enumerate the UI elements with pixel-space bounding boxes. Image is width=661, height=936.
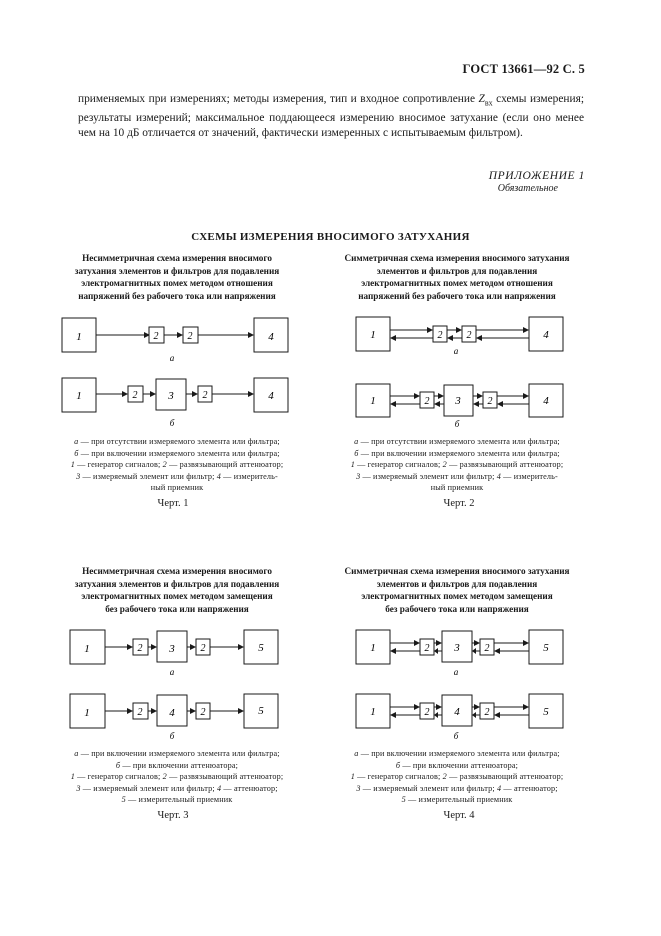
fig2-b-box-4-label: 2 [487, 396, 493, 407]
figure-4-title-line: электромагнитных помех методом замещения [361, 591, 553, 601]
fig4-a-box-5-label: 5 [543, 642, 549, 654]
appendix-subtitle: Обязательное [497, 183, 558, 194]
arrow-head [474, 704, 480, 710]
fig2-a-box-1-label: 1 [370, 329, 376, 341]
main-title: СХЕМЫ ИЗМЕРЕНИЯ ВНОСИМОГО ЗАТУХАНИЯ [191, 231, 470, 243]
fig1-a-box-2-label: 2 [153, 331, 159, 342]
figure-3-caption: Черт. 3 [157, 810, 189, 821]
fig1-a-box-1-label: 1 [76, 331, 82, 343]
legend-line: 1 — генератор сигналов; 2 — развязывающий аттенюатор; [350, 460, 564, 469]
figure-2-title-line: элементов и фильтров для подавления [376, 265, 538, 276]
figure-4-title-line: Симметричная схема измерения вносимого затухания [344, 566, 570, 576]
legend-line: 3 — измеряемый элемент или фильтр; 4 — аттенюатор; [76, 783, 278, 793]
figure-4-caption: Черт. 4 [443, 810, 475, 821]
arrow-head [436, 640, 442, 646]
figure-1-caption: Черт. 1 [157, 498, 189, 509]
fig1-b-box-4-label: 2 [202, 390, 208, 401]
fig1-b-box-2-label: 2 [132, 390, 138, 401]
figure-2-caption: Черт. 2 [443, 498, 475, 509]
legend-line: ный приемник [430, 483, 484, 492]
figure-3-title-line: электромагнитных помех методом замещения [81, 591, 273, 601]
arrow-head [494, 648, 500, 654]
figure-1-title-line: Несимметричная схема измерения вносимого [82, 253, 272, 263]
legend-line: 1 — генератор сигналов; 2 — развязывающий аттенюатор; [70, 460, 284, 469]
z-symbol: Z [478, 93, 485, 105]
fig1-a-label: а [169, 353, 175, 363]
fig4-a-label: а [453, 667, 459, 677]
fig3-a-box-2-label: 2 [137, 643, 143, 654]
appendix-title: ПРИЛОЖЕНИЕ 1 [488, 170, 585, 182]
legend-line: 3 — измеряемый элемент или фильтр; 4 — измеритель- [356, 471, 558, 481]
fig3-a-box-3-label: 3 [169, 643, 175, 655]
arrow-head [436, 704, 442, 710]
fig3-b-box-4-label: 2 [200, 707, 206, 718]
arrow-head [414, 640, 420, 646]
figure-4-title-line: без рабочего тока или напряжения [385, 603, 529, 614]
fig2-a-box-2-label: 2 [437, 330, 443, 341]
fig1-b-box-3-label: 3 [168, 390, 174, 402]
fig4-b-box-1-label: 1 [370, 706, 376, 718]
arrow-head [472, 648, 476, 654]
figure-3-title-line: затухания элементов и фильтров для подавления [74, 578, 280, 589]
fig3-a-label: а [169, 667, 175, 677]
legend-line: б — при включении аттенюатора; [115, 760, 239, 770]
arrow-head [472, 712, 476, 718]
legend-line: а — при отсутствии измеряемого элемента или фильтра; [74, 437, 280, 446]
page-header: ГОСТ 13661—92 С. 5 [462, 62, 585, 76]
fig4-a-box-1-label: 1 [370, 642, 376, 654]
fig4-b-label: б [453, 731, 459, 741]
arrow-head [414, 704, 420, 710]
fig2-b-box-1-label: 1 [370, 395, 376, 407]
legend-line: а — при включении измеряемого элемента или фильтра; [74, 749, 280, 758]
fig3-b-label: б [169, 731, 175, 741]
arrow-head [434, 712, 438, 718]
figure-2-title-line: Симметричная схема измерения вносимого затухания [344, 253, 570, 263]
arrow-head [434, 648, 438, 654]
figure-2-title-line: электромагнитных помех методом отношения [361, 278, 553, 288]
fig3-a-box-4-label: 2 [200, 643, 206, 654]
figure-4-legend [322, 748, 592, 806]
figure-4-title-line: элементов и фильтров для подавления [376, 578, 538, 589]
fig2-b-box-5-label: 4 [543, 395, 549, 407]
legend-line: 1 — генератор сигналов; 2 — развязывающий аттенюатор; [70, 772, 284, 781]
intro-text-1: применяемых при измерениях; методы измерения, тип и входное сопротивление [78, 93, 479, 105]
arrow-head [474, 640, 480, 646]
figure-1-title-line: электромагнитных помех методом отношения [81, 278, 273, 288]
figure-1-title-line: напряжений без рабочего тока или напряжения [78, 290, 276, 301]
fig4-b-box-3-label: 4 [454, 706, 460, 718]
legend-line: б — при включении аттенюатора; [395, 760, 519, 770]
fig3-b-box-1-label: 1 [84, 707, 90, 719]
legend-line: а — при включении измеряемого элемента или фильтра; [354, 749, 560, 758]
legend-line: 3 — измеряемый элемент или фильтр; 4 — аттенюатор; [356, 783, 558, 793]
fig2-a-label: а [453, 346, 459, 356]
z-subscript: вх [484, 98, 493, 108]
fig3-a-box-1-label: 1 [84, 643, 90, 655]
fig4-a-box-2-label: 2 [424, 643, 430, 654]
fig1-b-label: б [169, 418, 175, 428]
legend-line: 5 — измерительный приемник [121, 795, 233, 804]
arrow-head [390, 712, 396, 718]
fig1-b-box-5-label: 4 [268, 390, 274, 402]
fig3-b-box-3-label: 4 [169, 707, 175, 719]
arrow-head [494, 712, 500, 718]
fig4-a-box-3-label: 3 [454, 642, 460, 654]
fig2-b-label: б [454, 419, 460, 429]
fig1-b-box-1-label: 1 [76, 390, 82, 402]
arrow-head [523, 704, 529, 710]
fig4-b-box-5-label: 5 [543, 706, 549, 718]
arrow-head [523, 640, 529, 646]
legend-line: 5 — измерительный приемник [401, 795, 513, 804]
fig4-a-box-4-label: 2 [484, 643, 490, 654]
fig1-a-box-4-label: 4 [268, 331, 274, 343]
arrow-head [390, 648, 396, 654]
legend-line: 3 — измеряемый элемент или фильтр; 4 — измеритель- [76, 471, 278, 481]
fig2-a-box-3-label: 2 [466, 330, 472, 341]
fig3-a-box-5-label: 5 [258, 642, 264, 654]
legend-line: а — при отсутствии измеряемого элемента или фильтра; [354, 437, 560, 446]
fig2-b-box-3-label: 3 [455, 395, 461, 407]
figure-1-title-line: затухания элементов и фильтров для подавления [74, 265, 280, 276]
figure-3-title-line: Несимметричная схема измерения вносимого [82, 566, 272, 576]
fig3-b-box-2-label: 2 [137, 707, 143, 718]
fig2-b-box-2-label: 2 [424, 396, 430, 407]
fig1-a-box-3-label: 2 [187, 331, 193, 342]
legend-line: 1 — генератор сигналов; 2 — развязывающий аттенюатор; [350, 772, 564, 781]
figure-3-title-line: без рабочего тока или напряжения [105, 603, 249, 614]
fig4-b-box-2-label: 2 [424, 707, 430, 718]
fig3-b-box-5-label: 5 [258, 705, 264, 717]
fig4-b-box-4-label: 2 [484, 707, 490, 718]
legend-line: б — при включении измеряемого элемента или фильтра; [354, 448, 560, 458]
intro-text-2: схемы измерения; результаты измерений; максимальное поддающееся измерению вносимое затухание (если оно менее чем на 10 дБ отличается от значений, фактически измеренных с испытываемым фильтром). [78, 93, 584, 140]
legend-line: б — при включении измеряемого элемента или фильтра; [74, 448, 280, 458]
legend-line: ный приемник [150, 483, 204, 492]
figure-2-title-line: напряжений без рабочего тока или напряжения [358, 290, 556, 301]
fig2-a-box-4-label: 4 [543, 329, 549, 341]
